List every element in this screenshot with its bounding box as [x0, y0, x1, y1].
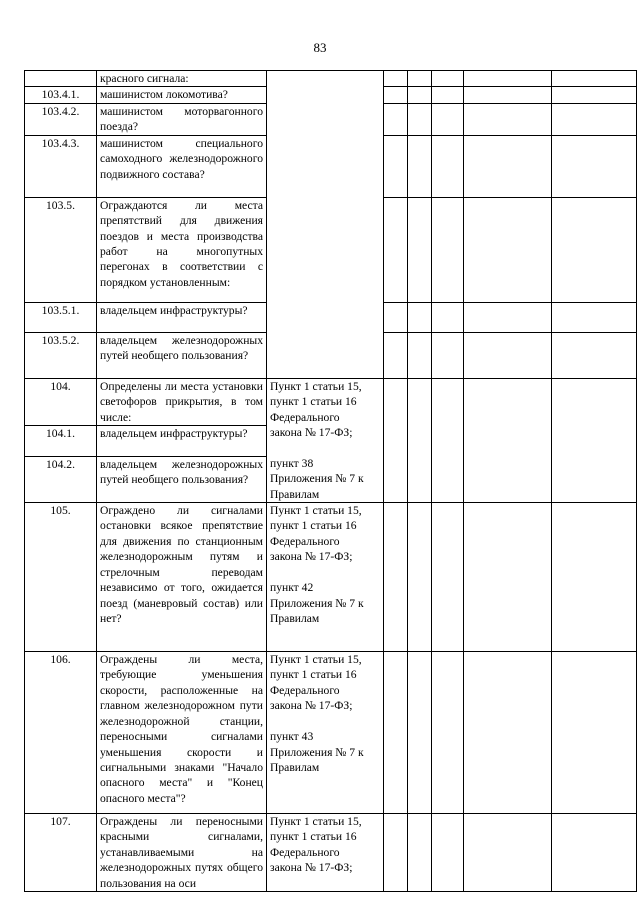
answer-cell	[464, 814, 552, 892]
row-question: машинистом специального самоходного железнодорожного подвижного состава?	[97, 135, 267, 197]
answer-cell	[408, 71, 432, 87]
answer-cell	[432, 103, 464, 135]
row-number: 103.5.	[25, 197, 97, 302]
row-number: 103.5.2.	[25, 332, 97, 378]
answer-cell	[384, 378, 408, 502]
answer-cell	[552, 332, 637, 378]
answer-cell	[464, 103, 552, 135]
answer-cell	[552, 135, 637, 197]
row-number: 104.1.	[25, 426, 97, 456]
answer-cell	[552, 302, 637, 332]
row-question: владельцем железнодорожных путей необщего пользования?	[97, 456, 267, 502]
answer-cell	[464, 652, 552, 814]
answer-cell	[432, 332, 464, 378]
answer-cell	[464, 302, 552, 332]
row-number	[25, 71, 97, 87]
answer-cell	[384, 103, 408, 135]
row-question: Определены ли места установки светофоров прикрытия, в том числе:	[97, 378, 267, 426]
row-number: 107.	[25, 814, 97, 892]
answer-cell	[408, 503, 432, 652]
table-row	[25, 814, 637, 892]
answer-cell	[552, 814, 637, 892]
answer-cell	[408, 378, 432, 502]
table-row	[25, 652, 637, 814]
row-basis	[267, 71, 384, 379]
answer-cell	[384, 197, 408, 302]
checklist-table	[24, 70, 637, 892]
row-question: владельцем инфраструктуры?	[97, 302, 267, 332]
answer-cell	[552, 197, 637, 302]
answer-cell	[464, 71, 552, 87]
row-basis	[267, 503, 384, 652]
row-number: 106.	[25, 652, 97, 814]
answer-cell	[408, 814, 432, 892]
row-question: красного сигнала:	[97, 71, 267, 87]
answer-cell	[408, 103, 432, 135]
row-question: машинистом локомотива?	[97, 87, 267, 103]
answer-cell	[552, 503, 637, 652]
answer-cell	[384, 503, 408, 652]
answer-cell	[464, 87, 552, 103]
table-row	[25, 378, 637, 426]
answer-cell	[432, 503, 464, 652]
row-number: 104.	[25, 378, 97, 426]
basis-text: Пункт 1 статьи 15, пункт 1 статьи 16 Федерального закона № 17-ФЗ; пункт 42 Приложения № 7 к Правилам	[270, 504, 364, 625]
row-number: 103.5.1.	[25, 302, 97, 332]
basis-text: Пункт 1 статьи 15, пункт 1 статьи 16 Федерального закона № 17-ФЗ;	[270, 815, 362, 875]
answer-cell	[552, 71, 637, 87]
answer-cell	[384, 135, 408, 197]
answer-cell	[464, 197, 552, 302]
answer-cell	[408, 332, 432, 378]
answer-cell	[384, 652, 408, 814]
answer-cell	[552, 103, 637, 135]
basis-text: Пункт 1 статьи 15, пункт 1 статьи 16 Федерального закона № 17-ФЗ; пункт 43 Приложения № 7 к Правилам	[270, 653, 364, 774]
answer-cell	[552, 652, 637, 814]
answer-cell	[432, 135, 464, 197]
answer-cell	[384, 332, 408, 378]
answer-cell	[432, 87, 464, 103]
answer-cell	[408, 652, 432, 814]
answer-cell	[432, 71, 464, 87]
answer-cell	[432, 197, 464, 302]
row-question: Ограждаются ли места препятствий для движения поездов и места производства работ на многопутных перегонах в соответствии с порядком установленным:	[97, 197, 267, 302]
answer-cell	[384, 87, 408, 103]
answer-cell	[384, 302, 408, 332]
answer-cell	[408, 135, 432, 197]
row-number: 103.4.2.	[25, 103, 97, 135]
answer-cell	[432, 814, 464, 892]
answer-cell	[408, 302, 432, 332]
table-row	[25, 71, 637, 87]
table-row	[25, 503, 637, 652]
answer-cell	[408, 197, 432, 302]
row-question: Ограждены ли места, требующие уменьшения скорости, расположенные на главном железнодорожном пути железнодорожной станции, переносными сигналами уменьшения скорости и сигнальными знаками "Начало опасного места" и "Конец опасного места"?	[97, 652, 267, 814]
answer-cell	[432, 652, 464, 814]
answer-cell	[384, 71, 408, 87]
answer-cell	[464, 135, 552, 197]
answer-cell	[408, 87, 432, 103]
row-question: владельцем железнодорожных путей необщего пользования?	[97, 332, 267, 378]
row-basis	[267, 378, 384, 502]
answer-cell	[464, 503, 552, 652]
basis-text: Пункт 1 статьи 15, пункт 1 статьи 16 Федерального закона № 17-ФЗ; пункт 38 Приложения № 7 к Правилам	[270, 379, 364, 501]
row-number: 103.4.3.	[25, 135, 97, 197]
answer-cell	[464, 332, 552, 378]
answer-cell	[552, 87, 637, 103]
row-question: Ограждены ли переносными красными сигналами, устанавливаемыми на железнодорожных путях общего пользования на оси	[97, 814, 267, 892]
answer-cell	[464, 378, 552, 502]
row-question: машинистом моторвагонного поезда?	[97, 103, 267, 135]
row-question: Ограждено ли сигналами остановки всякое препятствие для движения по станционным железнодорожным путям и стрелочным переводам независимо от того, ожидается поезд (маневровый состав) или нет?	[97, 503, 267, 652]
answer-cell	[432, 302, 464, 332]
row-number: 104.2.	[25, 456, 97, 502]
row-number: 105.	[25, 503, 97, 652]
answer-cell	[432, 378, 464, 502]
row-question: владельцем инфраструктуры?	[97, 426, 267, 456]
row-basis	[267, 652, 384, 814]
row-basis	[267, 814, 384, 892]
answer-cell	[384, 814, 408, 892]
answer-cell	[552, 378, 637, 502]
row-number: 103.4.1.	[25, 87, 97, 103]
page-number: 83	[313, 40, 327, 55]
